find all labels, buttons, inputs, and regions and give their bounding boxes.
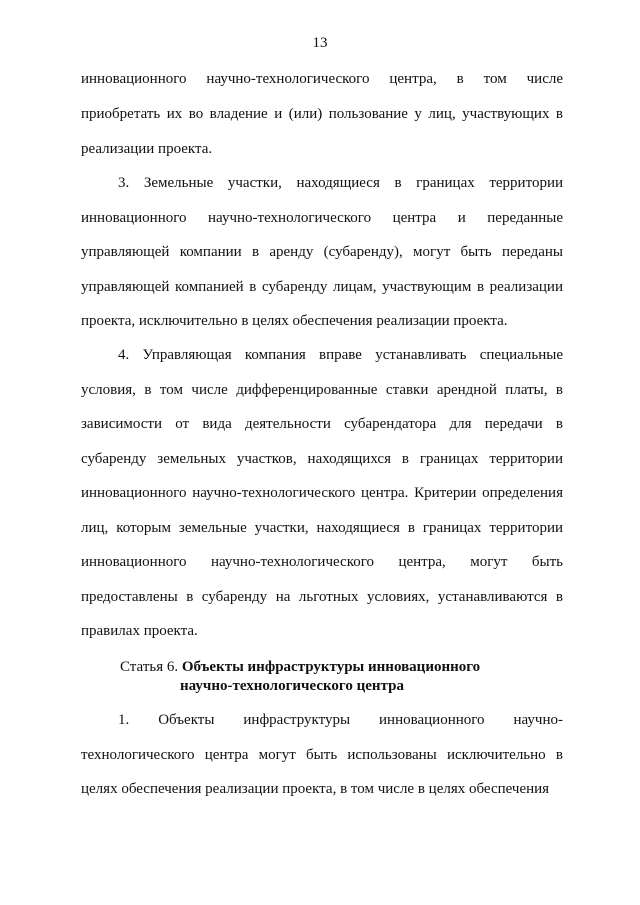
page-number: 13 [312,35,328,51]
paragraph-continuation-line1: инновационного научно-технологического центра, в том числе [81,71,563,87]
paragraph-3: 3. Земельные участки, находящиеся в границах территории инновационного научно-технологического центра и переданные управляющей компании в аренду (субаренду), могут быть переданы управляющей компанией в субаренду лицам, участвующим в реализации проекта, исключительно в целях обеспечения реализации проекта. [81,175,563,329]
article-prefix: Статья 6. [120,659,179,675]
article-title-line1: Объекты инфраструктуры инновационного [181,659,481,675]
article-title-line2: научно-технологического центра [180,678,404,694]
article-6-heading [120,658,480,696]
article-6-paragraph-1: 1. Объекты инфраструктуры инновационного научно-технологического центра могут быть использованы исключительно в целях обеспечения реализации проекта, в том числе в целях обеспечения [81,712,563,797]
paragraph-4: 4. Управляющая компания вправе устанавливать специальные условия, в том числе дифференцированные ставки арендной платы, в зависимости от вида деятельности субарендатора для передачи в субаренду земельных участков, находящихся в границах территории инновационного научно-технологического центра. Критерии определения лиц, которым земельные участки, находящиеся в границах территории инновационного научно-технологического центра, могут быть предоставлены в субаренду на льготных условиях, устанавливаются в правилах проекта. [81,347,563,639]
paragraph-continuation-rest: приобретать их во владение и (или) пользование у лиц, участвующих в реализации проекта. [81,106,563,157]
